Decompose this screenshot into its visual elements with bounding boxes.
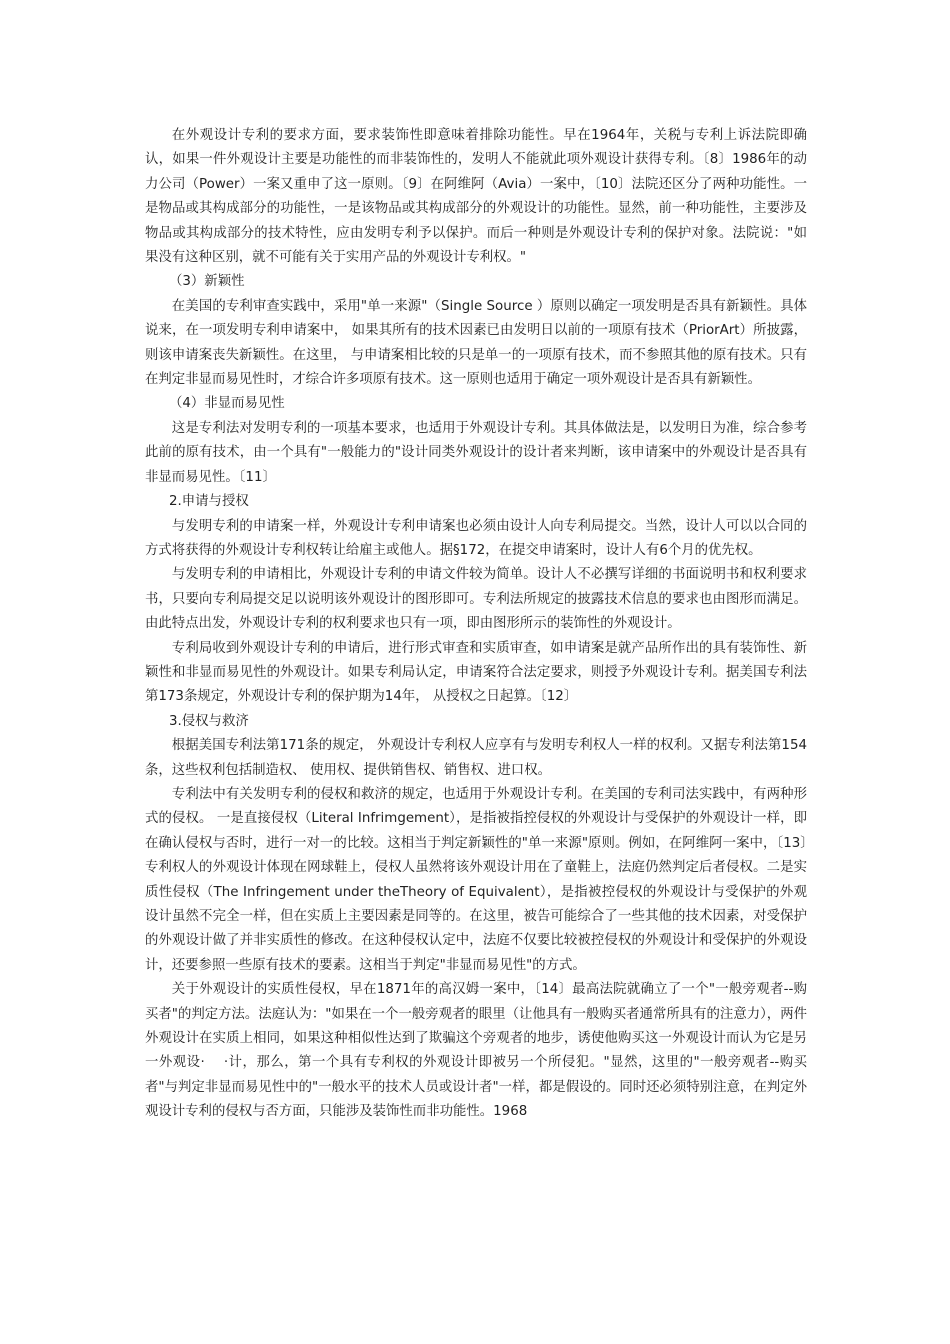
paragraph-novelty: 在美国的专利审查实践中，采用"单一来源"（Single Source ）原则以确定一项发明是否具有新颖性。具体说来，在一项发明专利申请案中， 如果其所有的技术因素已由发明日以前的一项原有技术（PriorArt）所披露，则该申请案丧失新颖性。在这里， 与申请案相比较的只是单一的一项原有技术，而不参照其他的原有技术。只有在判定非显而易见性时，才综合许多项原有技术。这一原则也适用于确定一项外观设计是否具有新颖性。 [145,298,807,388]
document-body [145,124,807,1125]
heading-non-obviousness: （4）非显而易见性 [169,396,285,412]
heading-infringement-remedy: 3.侵权与救济 [169,713,249,729]
heading-novelty: （3）新颖性 [169,274,245,290]
paragraph-infringement-forms: 专利法中有关发明专利的侵权和救济的规定，也适用于外观设计专利。在美国的专利司法实践中，有两种形式的侵权。 一是直接侵权（Literal Infrimgement），是指被指控侵权的外观设计与受保护的外观设计一样，即在确认侵权与否时，进行一对一的比较。这相当于判定新颖性的"单一来源"原则。例如，在阿维阿一案中，〔13〕专利权人的外观设计体现在网球鞋上，侵权人虽然将该外观设计用在了童鞋上，法庭仍然判定后者侵权。二是实质性侵权（The Infringement under theTheory of Equivalent），是指被控侵权的外观设计与受保护的外观设计虽然不完全一样，但在实质上主要因素是同等的。在这里，被告可能综合了一些其他的技术因素，对受保护的外观设计做了并非实质性的修改。在这种侵权认定中，法庭不仅要比较被控侵权的外观设计和受保护的外观设计，还要参照一些原有技术的要素。这相当于判定"非显而易见性"的方式。 [145,786,807,973]
paragraph-examination: 专利局收到外观设计专利的申请后，进行形式审查和实质审查，如申请案是就产品所作出的具有装饰性、新颖性和非显而易见性的外观设计。如果专利局认定，申请案符合法定要求，则授予外观设计专利。据美国专利法第173条规定，外观设计专利的保护期为14年， 从授权之日起算。〔12〕 [145,640,807,705]
paragraph-ornamentality: 在外观设计专利的要求方面，要求装饰性即意味着排除功能性。早在1964年，关税与专利上诉法院即确认，如果一件外观设计主要是功能性的而非装饰性的，发明人不能就此项外观设计获得专利。〔8〕1986年的动力公司（Power）一案又重申了这一原则。〔9〕在阿维阿（Avia）一案中，〔10〕法院还区分了两种功能性。一是物品或其构成部分的功能性，一是该物品或其构成部分的外观设计的功能性。显然，前一种功能性，主要涉及物品或其构成部分的技术特性，应由发明专利予以保护。而后一种则是外观设计专利的保护对象。法院说："如果没有这种区别，就不可能有关于实用产品的外观设计专利权。" [145,128,807,266]
paragraph-non-obviousness: 这是专利法对发明专利的一项基本要求，也适用于外观设计专利。其具体做法是，以发明日为准，综合参考此前的原有技术，由一个具有"一般能力的"设计同类外观设计的设计者来判断，该申请案中的外观设计是否具有非显而易见性。〔11〕 [145,420,807,485]
paragraph-substantive-infringement: 关于外观设计的实质性侵权，早在1871年的高汉姆一案中，〔14〕最高法院就确立了一个"一般旁观者--购买者"的判定方法。法庭认为："如果在一个一般旁观者的眼里（让他具有一般购买者通常所具有的注意力），两件外观设计在实质上相同，如果这种相似性达到了欺骗这个旁观者的地步，诱使他购买这一外观设计而认为它是另一外观设· ·计，那么，第一个具有专利权的外观设计即被另一个所侵犯。"显然，这里的"一般旁观者--购买者"与判定非显而易见性中的"一般水平的技术人员或设计者"一样，都是假设的。同时还必须特别注意，在判定外观设计专利的侵权与否方面，只能涉及装饰性而非功能性。1968 [145,982,807,1120]
paragraph-rights: 根据美国专利法第171条的规定， 外观设计专利权人应享有与发明专利权人一样的权利。又据专利法第154条，这些权利包括制造权、 使用权、提供销售权、销售权、进口权。 [145,738,807,778]
paragraph-application: 与发明专利的申请案一样，外观设计专利申请案也必须由设计人向专利局提交。当然，设计人可以以合同的方式将获得的外观设计专利权转让给雇主或他人。据§172，在提交申请案时，设计人有6个月的优先权。 [145,518,807,558]
heading-application-grant: 2.申请与授权 [169,494,249,510]
paragraph-application-documents: 与发明专利的申请相比，外观设计专利的申请文件较为简单。设计人不必撰写详细的书面说明书和权利要求书，只要向专利局提交足以说明该外观设计的图形即可。专利法所规定的披露技术信息的要求也由图形而满足。由此特点出发，外观设计专利的权利要求也只有一项，即由图形所示的装饰性的外观设计。 [145,567,807,632]
